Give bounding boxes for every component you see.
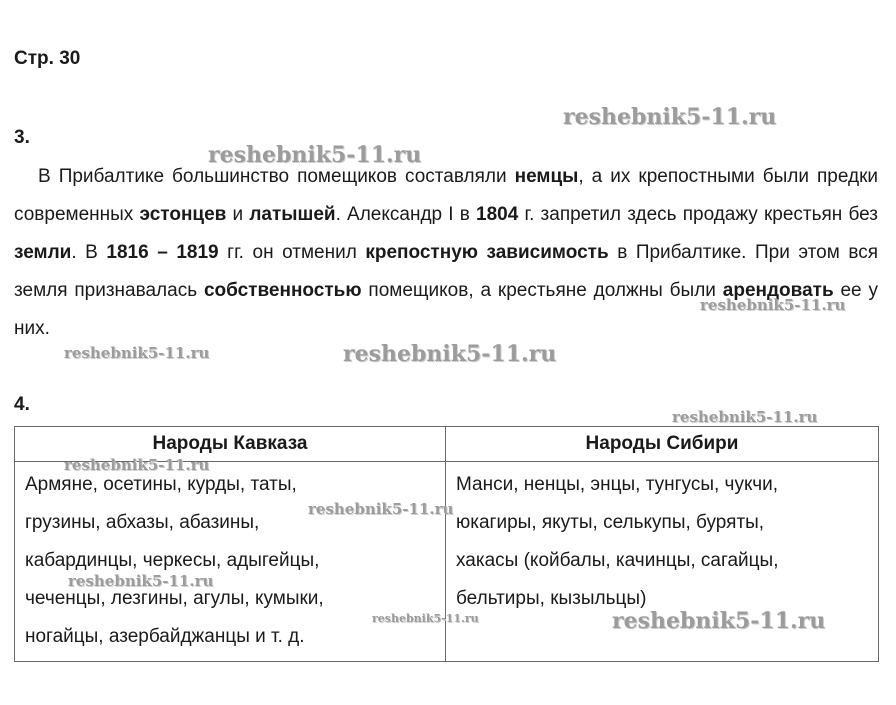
bold-term: немцы: [514, 166, 579, 187]
header-caucasus: Народы Кавказа: [15, 427, 446, 462]
watermark: reshebnik5-11.ru: [64, 344, 210, 362]
bold-term: эстонцев: [139, 204, 227, 225]
text-segment: и: [226, 204, 250, 225]
watermark: reshebnik5-11.ru: [563, 104, 777, 130]
text-segment: г. запретил здесь продажу крестьян без: [518, 204, 879, 225]
watermark: reshebnik5-11.ru: [372, 612, 479, 625]
text-segment: . Александр I в: [335, 204, 477, 225]
caucasus-line: грузины, абхазы, абазины,: [25, 512, 260, 533]
text-segment: . В: [71, 242, 107, 263]
siberia-line: Манси, ненцы, энцы, тунгусы, чукчи,: [456, 474, 779, 495]
watermark: reshebnik5-11.ru: [64, 456, 210, 474]
bold-term: собственностью: [203, 280, 362, 301]
watermark: reshebnik5-11.ru: [308, 500, 454, 518]
caucasus-line: кабардинцы, черкесы, адыгейцы,: [25, 550, 320, 571]
caucasus-cell: [15, 462, 446, 662]
task-4-number: 4.: [14, 394, 30, 415]
bold-term: земли: [14, 242, 72, 263]
watermark: reshebnik5-11.ru: [672, 408, 818, 426]
watermark: reshebnik5-11.ru: [612, 608, 826, 634]
watermark: reshebnik5-11.ru: [700, 296, 846, 314]
siberia-line: бельтиры, кызыльцы): [456, 588, 647, 609]
text-segment: ее у них.: [14, 280, 878, 339]
page-label: Стр. 30: [14, 48, 81, 69]
header-siberia: Народы Сибири: [446, 427, 879, 462]
bold-term: латышей: [249, 204, 336, 225]
bold-term: 1804: [476, 204, 519, 225]
task-3-paragraph: [14, 158, 878, 348]
text-segment: В Прибалтике большинство помещиков составляли: [38, 166, 515, 187]
caucasus-line: Армяне, осетины, курды, таты,: [25, 474, 297, 495]
caucasus-line: ногайцы, азербайджанцы и т. д.: [25, 626, 305, 647]
watermark: reshebnik5-11.ru: [68, 572, 214, 590]
bold-term: арендовать: [722, 280, 834, 301]
bold-term: 1816 – 1819: [106, 242, 219, 263]
caucasus-line: чеченцы, лезгины, агулы, кумыки,: [25, 588, 324, 609]
bold-term: крепостную зависимость: [365, 242, 609, 263]
text-segment: , а их крепостными были предки современных: [14, 166, 878, 225]
siberia-line: юкагиры, якуты, селькупы, буряты,: [456, 512, 765, 533]
text-segment: гг. он отменил: [218, 242, 366, 263]
siberia-line: хакасы (койбалы, качинцы, сагайцы,: [456, 550, 779, 571]
task-3-number: 3.: [14, 127, 30, 148]
watermark: reshebnik5-11.ru: [343, 341, 557, 367]
text-segment: в Прибалтике. При этом вся земля признавалась: [14, 242, 879, 301]
watermark: reshebnik5-11.ru: [208, 142, 422, 168]
text-segment: помещиков, а крестьяне должны были: [361, 280, 723, 301]
